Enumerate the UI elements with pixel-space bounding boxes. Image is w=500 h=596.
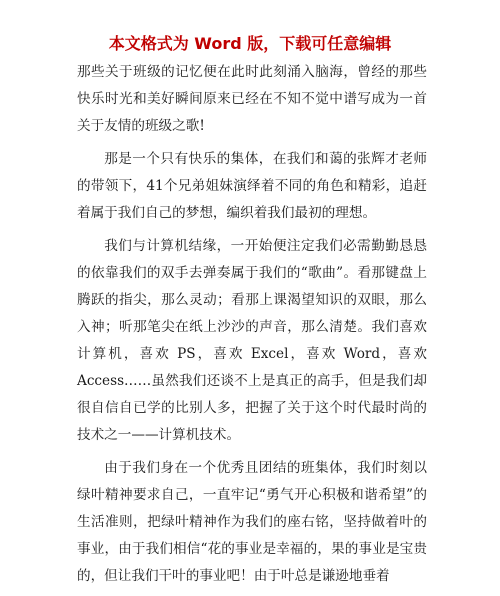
paragraph-2: 那是一个只有快乐的集体，在我们和蔼的张辉才老师的带领下，41个兄弟姐妹演绎着不同的角色和精彩，追赶着属于我们自己的梦想，编织着我们最初的理想。 [77, 151, 427, 221]
paragraph-4: 由于我们身在一个优秀且团结的班集体，我们时刻以绿叶精神要求自己，一直牢记“勇气开心积极和谐希望”的生活准则，把绿叶精神作为我们的座右铭，坚持做着叶的事业，由于我们相信“花的事业是幸福的，果的事业是宝贵的，但让我们干叶的事业吧！由于叶总是谦逊地垂着 [77, 460, 427, 584]
document-body [77, 59, 427, 596]
paragraph-3: 我们与计算机结缘，一开始便注定我们必需勤勤恳恳的依靠我们的双手去弹奏属于我们的“歌曲”。看那键盘上腾跃的指尖，那么灵动；看那上课渴望知识的双眼，那么入神；听那笔尖在纸上沙沙的声音，那么清楚。我们喜欢计算机，喜欢 PS，喜欢 Excel，喜欢 Word，喜欢 Access……虽然我们还谈不上是真正的高手，但是我们却很自信自已学的比别人多，把握了关于这个时代最时尚的技术之一——计算机技术。 [77, 238, 427, 443]
paragraph-1: 那些关于班级的记忆便在此时此刻涌入脑海，曾经的那些快乐时光和美好瞬间原来已经在不知不觉中谱写成为一首关于友情的班级之歌! [77, 64, 427, 134]
download-banner: 本文格式为 Word 版，下载可任意编辑 [108, 34, 392, 53]
